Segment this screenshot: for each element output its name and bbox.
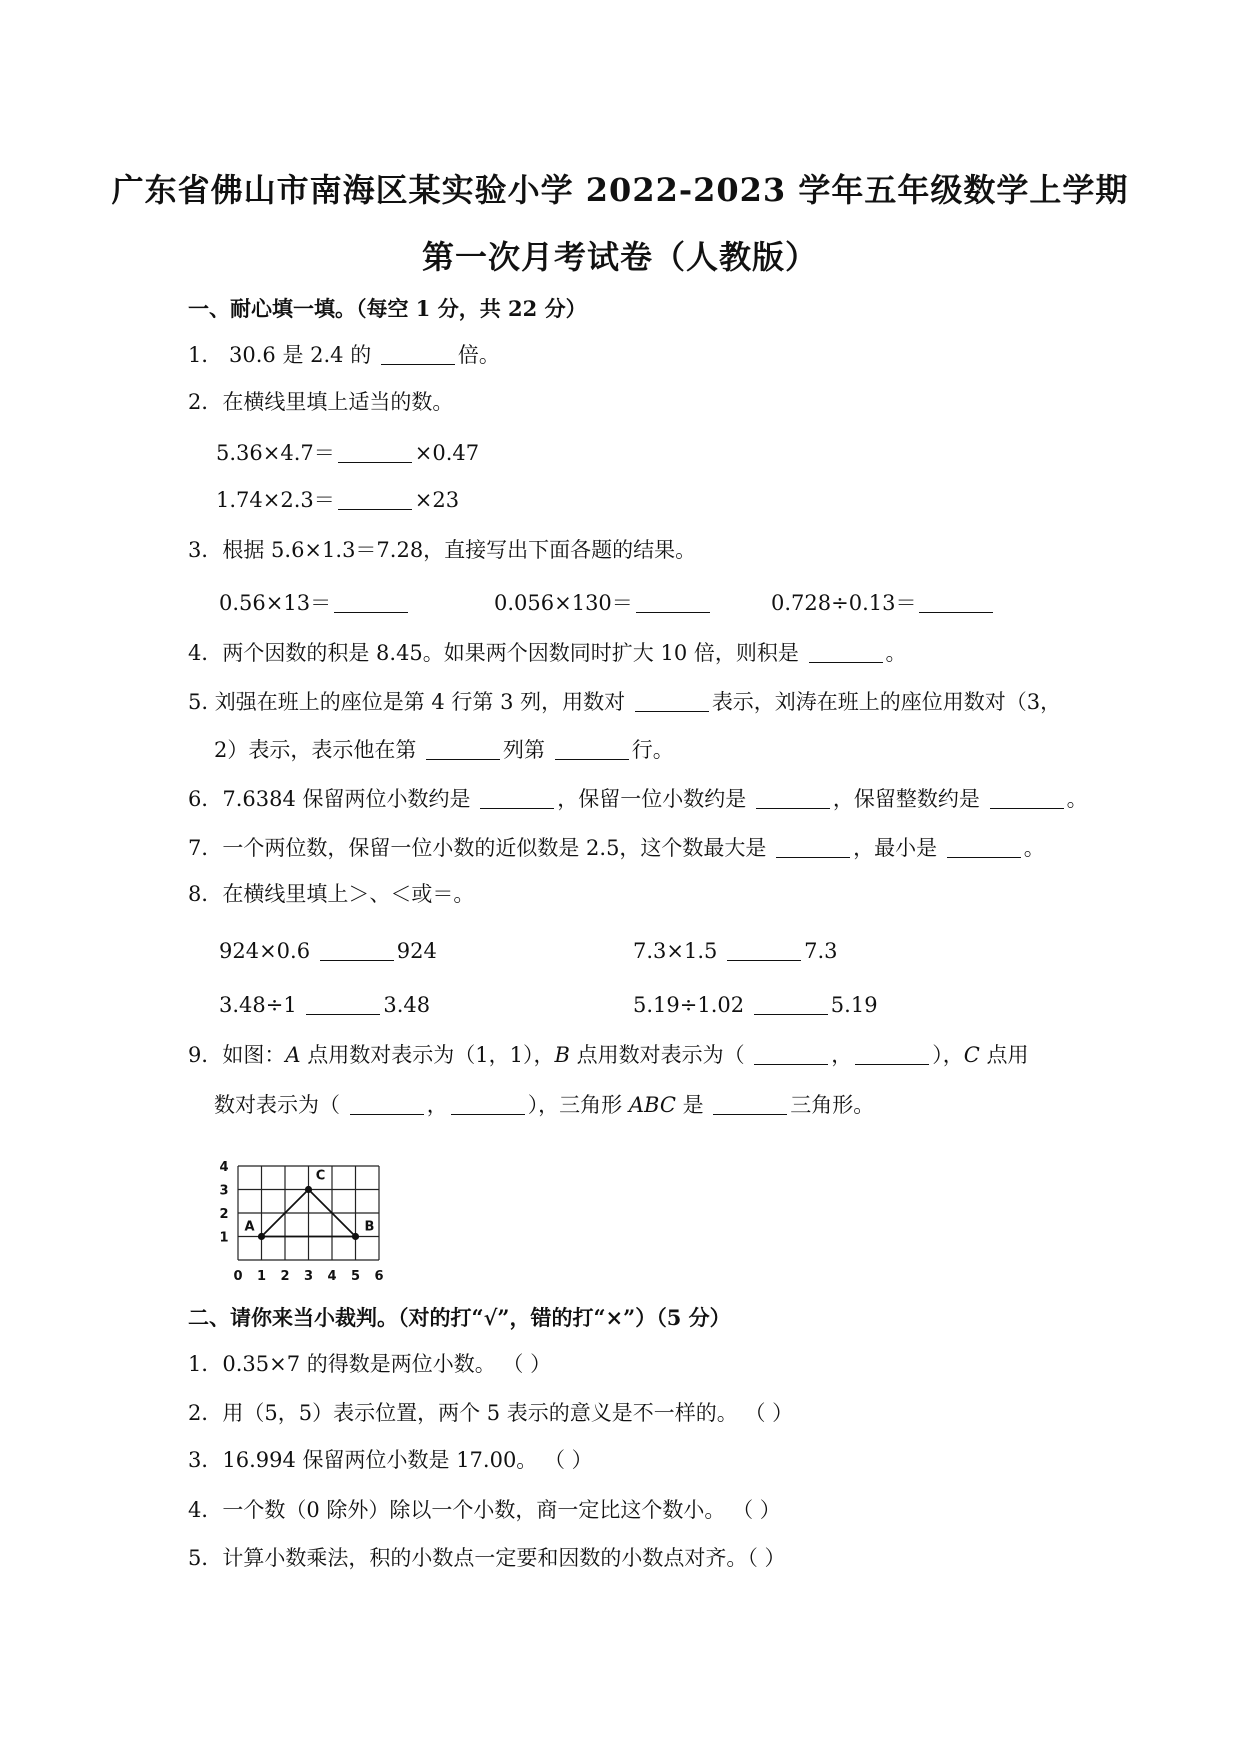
answer-blank[interactable]: [451, 1093, 525, 1115]
y-tick-label: 2: [219, 1207, 229, 1222]
question-9-line-2: 数对表示为（ ， ），三角形 ABC 是 三角形。: [214, 1093, 875, 1117]
point-a: [258, 1233, 265, 1240]
question-8: 8．在横线里填上＞、＜或＝。: [188, 882, 475, 906]
y-tick-label: 4: [219, 1160, 229, 1175]
answer-blank[interactable]: [480, 787, 554, 809]
question-2-expr-1: 5.36×4.7＝ ×0.47: [216, 441, 480, 465]
answer-blank[interactable]: [306, 993, 380, 1015]
question-8-expr-2: 7.3×1.5 7.3: [633, 939, 838, 963]
point-label-b: B: [364, 1219, 375, 1235]
judge-item-4: 4．一个数（0 除外）除以一个小数，商一定比这个数小。 （ ）: [188, 1498, 781, 1522]
answer-blank[interactable]: [320, 939, 394, 961]
point-b: [352, 1233, 359, 1240]
question-5-line-1: 5. 刘强在班上的座位是第 4 行第 3 列，用数对 表示，刘涛在班上的座位用数对（3，: [188, 690, 1062, 714]
answer-blank[interactable]: [919, 591, 993, 613]
answer-blank[interactable]: [754, 1043, 828, 1065]
answer-blank[interactable]: [947, 836, 1021, 858]
answer-blank[interactable]: [809, 641, 883, 663]
question-6: 6．7.6384 保留两位小数约是 ，保留一位小数约是 ，保留整数约是 。: [188, 787, 1088, 811]
question-9-line-1: 9．如图：A 点用数对表示为（1，1），B 点用数对表示为（ ， ），C 点用: [188, 1043, 1029, 1067]
question-5-line-2: 2）表示，表示他在第 列第 行。: [214, 738, 674, 762]
question-4: 4．两个因数的积是 8.45。如果两个因数同时扩大 10 倍，则积是 。: [188, 641, 907, 665]
paper-title-line-1: 广东省佛山市南海区某实验小学 2022-2023 学年五年级数学上学期: [111, 171, 1129, 209]
question-1: 1． 30.6 是 2.4 的 倍。: [188, 343, 500, 367]
answer-blank[interactable]: [754, 993, 828, 1015]
answer-blank[interactable]: [338, 441, 412, 463]
x-tick-label: 6: [374, 1269, 384, 1284]
point-c: [305, 1186, 312, 1193]
question-2: 2．在横线里填上适当的数。: [188, 390, 454, 414]
x-tick-label: 2: [280, 1269, 290, 1284]
question-8-expr-3: 3.48÷1 3.48: [219, 993, 431, 1017]
question-8-expr-4: 5.19÷1.02 5.19: [633, 993, 878, 1017]
judge-item-5: 5．计算小数乘法，积的小数点一定要和因数的小数点对齐。（ ）: [188, 1546, 786, 1570]
question-3-expr-3: 0.728÷0.13＝: [771, 591, 996, 614]
x-tick-label: 4: [327, 1269, 337, 1284]
point-label-a: A: [244, 1219, 255, 1235]
answer-blank[interactable]: [338, 488, 412, 510]
answer-blank[interactable]: [727, 939, 801, 961]
answer-blank[interactable]: [334, 591, 408, 613]
answer-blank[interactable]: [555, 738, 629, 760]
answer-blank[interactable]: [756, 787, 830, 809]
answer-blank[interactable]: [713, 1093, 787, 1115]
answer-blank[interactable]: [776, 836, 850, 858]
x-tick-label: 0: [233, 1269, 243, 1284]
point-label-c: C: [315, 1168, 326, 1184]
question-7: 7．一个两位数，保留一位小数的近似数是 2.5，这个数最大是 ，最小是 。: [188, 836, 1045, 860]
y-tick-label: 3: [219, 1183, 229, 1199]
answer-blank[interactable]: [635, 690, 709, 712]
question-3-expr-1: 0.56×13＝: [219, 591, 411, 614]
answer-blank[interactable]: [990, 787, 1064, 809]
paper-title-line-2: 第一次月考试卷（人教版）: [421, 238, 818, 276]
judge-item-1: 1．0.35×7 的得数是两位小数。 （ ）: [188, 1352, 552, 1376]
judge-item-3: 3．16.994 保留两位小数是 17.00。 （ ）: [188, 1448, 593, 1472]
question-8-expr-1: 924×0.6 924: [219, 939, 437, 963]
y-tick-label: 1: [219, 1230, 229, 1246]
answer-blank[interactable]: [381, 343, 455, 365]
answer-blank[interactable]: [426, 738, 500, 760]
judge-item-2: 2．用（5，5）表示位置，两个 5 表示的意义是不一样的。 （ ）: [188, 1401, 794, 1425]
x-tick-label: 1: [256, 1269, 267, 1284]
coordinate-grid-figure: [212, 1140, 412, 1290]
section-2-heading: 二、请你来当小裁判。（对的打“√”，错的打“×”）（5 分）: [188, 1305, 731, 1330]
answer-blank[interactable]: [350, 1093, 424, 1115]
question-2-expr-2: 1.74×2.3＝ ×23: [216, 488, 460, 512]
section-1-heading: 一、耐心填一填。（每空 1 分，共 22 分）: [188, 296, 587, 321]
answer-blank[interactable]: [855, 1043, 929, 1065]
answer-blank[interactable]: [636, 591, 710, 613]
x-tick-label: 5: [350, 1269, 361, 1284]
question-3-expr-2: 0.056×130＝: [494, 591, 713, 614]
x-tick-label: 3: [303, 1269, 314, 1284]
question-3: 3．根据 5.6×1.3＝7.28，直接写出下面各题的结果。: [188, 538, 697, 562]
